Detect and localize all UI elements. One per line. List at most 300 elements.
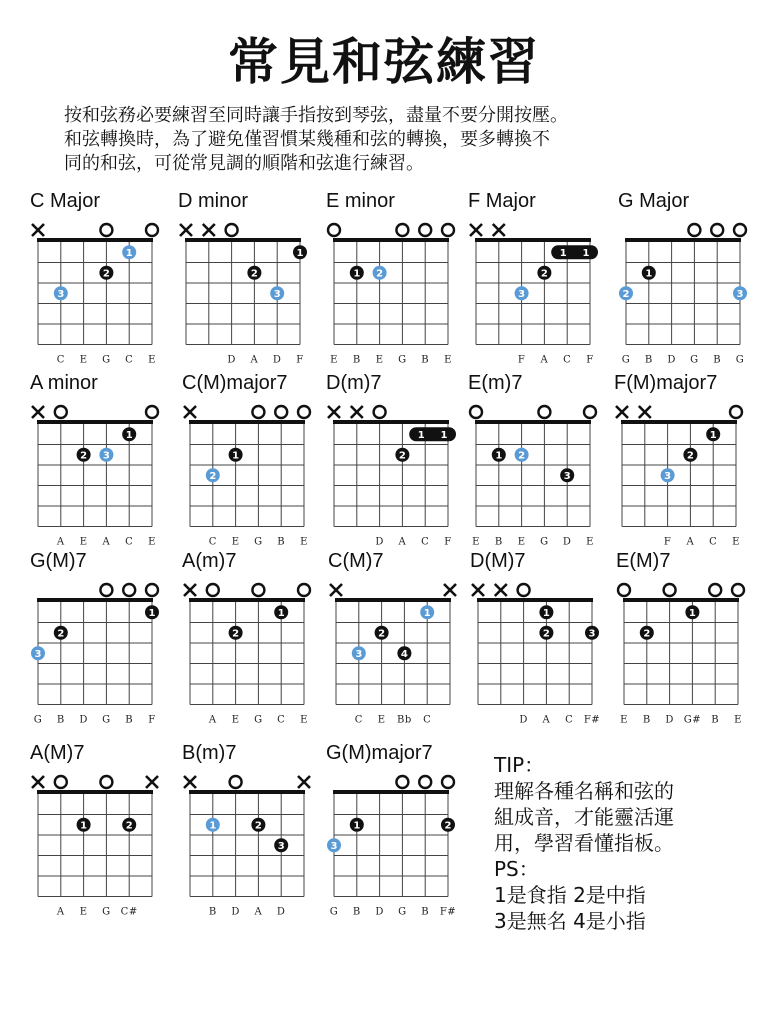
nut	[37, 238, 153, 242]
svg-text:3: 3	[277, 840, 285, 852]
chord-chart	[30, 550, 180, 730]
fretboard	[330, 790, 449, 897]
finger-dot	[99, 266, 113, 280]
chord-name: C(M)major7	[182, 372, 288, 394]
finger-dot	[77, 448, 91, 462]
note-label: B	[421, 354, 430, 366]
tip-line: 3是無名 4是小指	[494, 909, 646, 933]
finger-dot	[247, 266, 261, 280]
note-label: G	[621, 354, 631, 366]
note-label: B	[494, 536, 503, 548]
open-string-marker	[419, 224, 431, 236]
note-label: G	[398, 354, 407, 366]
muted-string-marker	[298, 776, 310, 788]
chord-name: F Major	[468, 190, 536, 212]
svg-text:1: 1	[645, 268, 653, 280]
open-string-marker	[518, 584, 530, 596]
chord-chart	[326, 372, 476, 552]
svg-text:1: 1	[353, 268, 361, 280]
chord-diagram	[468, 190, 618, 370]
svg-text:2: 2	[232, 628, 240, 640]
finger-dot	[206, 468, 220, 482]
note-label: C	[277, 714, 286, 726]
svg-text:1: 1	[423, 607, 431, 619]
open-string-marker	[374, 406, 386, 418]
open-string-marker	[442, 224, 454, 236]
chord-chart	[182, 550, 332, 730]
nut	[621, 420, 737, 424]
note-label: G	[329, 906, 339, 918]
intro-line: 按和弦務必要練習至同時讓手指按到琴弦，盡量不要分開按壓。	[64, 105, 568, 126]
note-label: C	[423, 714, 432, 726]
chord-name: B(m)7	[182, 742, 237, 764]
svg-text:3: 3	[34, 648, 42, 660]
open-string-marker	[709, 584, 721, 596]
note-label: A	[250, 354, 259, 366]
intro-text	[64, 104, 754, 176]
fretboard	[34, 598, 153, 705]
fretboard	[37, 790, 153, 897]
svg-text:2: 2	[209, 470, 217, 482]
note-label: B	[644, 354, 653, 366]
chord-name: C(M)7	[328, 550, 384, 572]
chord-chart	[326, 742, 476, 922]
note-label: B	[352, 354, 361, 366]
svg-text:3: 3	[664, 470, 672, 482]
intro-line: 同的和弦，可從常見調的順階和弦進行練習。	[64, 153, 424, 174]
muted-string-marker	[470, 224, 482, 236]
note-label: B	[711, 714, 720, 726]
open-string-marker	[396, 776, 408, 788]
note-label: E	[517, 536, 526, 548]
open-string-marker	[688, 224, 700, 236]
svg-text:2: 2	[518, 450, 526, 462]
nut	[189, 598, 305, 602]
svg-text:2: 2	[398, 450, 406, 462]
svg-text:3: 3	[273, 288, 281, 300]
open-string-marker	[146, 406, 158, 418]
finger-dot	[122, 818, 136, 832]
open-string-marker	[230, 776, 242, 788]
open-string-marker	[419, 776, 431, 788]
note-label: G	[735, 354, 745, 366]
nut	[475, 238, 591, 242]
finger-dot	[539, 626, 553, 640]
note-label: B	[642, 714, 651, 726]
note-label: G	[102, 714, 111, 726]
chord-name: F(M)major7	[614, 372, 718, 394]
chord-chart	[178, 190, 328, 370]
open-string-marker	[55, 776, 67, 788]
chord-diagram	[618, 190, 768, 370]
svg-text:1: 1	[209, 820, 217, 832]
note-label: B	[421, 906, 430, 918]
svg-text:1: 1	[440, 429, 448, 441]
finger-dot	[54, 286, 68, 300]
note-label: F	[517, 354, 526, 366]
note-label: G	[690, 354, 699, 366]
note-label: E	[620, 714, 628, 726]
note-label: E	[472, 536, 480, 548]
note-label: E	[79, 906, 88, 918]
nut	[475, 420, 591, 424]
open-string-marker	[711, 224, 723, 236]
open-string-marker	[100, 584, 112, 596]
muted-string-marker	[351, 406, 363, 418]
note-label: C	[56, 354, 65, 366]
finger-dot	[229, 626, 243, 640]
note-label: E	[231, 714, 240, 726]
svg-text:3: 3	[518, 288, 526, 300]
chord-diagram	[30, 742, 180, 922]
chord-name: G(M)7	[30, 550, 87, 572]
chord-chart	[30, 742, 180, 922]
open-string-marker	[298, 406, 310, 418]
open-string-marker	[664, 584, 676, 596]
chord-name: G Major	[618, 190, 690, 212]
open-string-marker	[328, 224, 340, 236]
svg-text:3: 3	[588, 628, 596, 640]
open-string-marker	[226, 224, 238, 236]
note-label: D	[227, 354, 236, 366]
note-label: D	[79, 714, 88, 726]
finger-dot	[373, 266, 387, 280]
muted-string-marker	[616, 406, 628, 418]
chord-chart	[30, 190, 180, 370]
barre-marker	[551, 245, 598, 259]
note-label: B	[352, 906, 361, 918]
open-string-marker	[470, 406, 482, 418]
muted-string-marker	[639, 406, 651, 418]
chord-name: G(M)major7	[326, 742, 433, 764]
muted-string-marker	[203, 224, 215, 236]
note-label: A	[540, 354, 549, 366]
open-string-marker	[123, 584, 135, 596]
chord-diagram	[470, 550, 620, 730]
note-label: E	[79, 354, 88, 366]
chord-diagram	[616, 550, 766, 730]
finger-dot	[733, 286, 747, 300]
svg-text:1: 1	[232, 450, 240, 462]
muted-string-marker	[328, 406, 340, 418]
svg-text:1: 1	[417, 429, 425, 441]
finger-dot	[683, 448, 697, 462]
finger-dot	[145, 605, 159, 619]
open-string-marker	[275, 406, 287, 418]
note-label: E	[734, 714, 742, 726]
chord-chart	[614, 372, 764, 552]
nut	[189, 790, 305, 794]
note-label: E	[444, 354, 452, 366]
muted-string-marker	[472, 584, 484, 596]
svg-text:3: 3	[355, 648, 363, 660]
finger-dot	[270, 286, 284, 300]
note-label: A	[56, 536, 65, 548]
muted-string-marker	[184, 584, 196, 596]
nut	[333, 790, 449, 794]
open-string-marker	[252, 406, 264, 418]
svg-text:3: 3	[57, 288, 65, 300]
chord-diagram	[326, 372, 476, 552]
chord-name: A minor	[30, 372, 98, 394]
note-label: E	[79, 536, 88, 548]
chord-chart	[30, 372, 180, 552]
fretboard	[333, 238, 449, 345]
svg-text:2: 2	[102, 268, 110, 280]
note-label: E	[231, 536, 240, 548]
open-string-marker	[100, 224, 112, 236]
nut	[37, 420, 153, 424]
note-label: F	[148, 714, 156, 726]
svg-text:3: 3	[102, 450, 110, 462]
chord-name: E minor	[326, 190, 395, 212]
note-label: C	[421, 536, 430, 548]
note-label: B	[277, 536, 286, 548]
open-string-marker	[100, 776, 112, 788]
svg-text:2: 2	[250, 268, 258, 280]
svg-text:2: 2	[542, 628, 550, 640]
note-label: E	[732, 536, 740, 548]
muted-string-marker	[184, 406, 196, 418]
finger-dot	[327, 838, 341, 852]
finger-dot	[77, 818, 91, 832]
note-label: C	[709, 536, 718, 548]
note-label: E	[148, 536, 156, 548]
finger-dot	[31, 646, 45, 660]
chord-diagram	[326, 742, 476, 922]
chord-name: C Major	[30, 190, 101, 212]
muted-string-marker	[146, 776, 158, 788]
svg-text:1: 1	[582, 247, 590, 259]
chord-name: E(M)7	[616, 550, 671, 572]
nut	[333, 420, 449, 424]
finger-dot	[395, 448, 409, 462]
finger-dot	[642, 266, 656, 280]
finger-dot	[492, 448, 506, 462]
svg-text:1: 1	[495, 450, 503, 462]
open-string-marker	[298, 584, 310, 596]
note-label: E	[586, 536, 594, 548]
svg-text:2: 2	[254, 820, 262, 832]
note-label: D	[231, 906, 240, 918]
note-label: B	[208, 906, 217, 918]
finger-dot	[420, 605, 434, 619]
tip-line: TIP：	[494, 753, 545, 777]
svg-text:1: 1	[688, 607, 696, 619]
note-label: G	[254, 714, 263, 726]
nut	[185, 238, 301, 242]
open-string-marker	[730, 406, 742, 418]
nut	[623, 598, 739, 602]
chord-diagram	[182, 742, 332, 922]
chord-name: E(m)7	[468, 372, 523, 394]
fretboard	[622, 238, 741, 345]
note-label: G	[254, 536, 263, 548]
svg-text:2: 2	[378, 628, 386, 640]
finger-dot	[350, 818, 364, 832]
note-label: F	[444, 536, 452, 548]
note-label: C	[125, 536, 134, 548]
svg-text:1: 1	[542, 607, 550, 619]
chord-name: D(m)7	[326, 372, 382, 394]
chord-diagram	[30, 372, 180, 552]
muted-string-marker	[184, 776, 196, 788]
tip-box	[494, 752, 754, 934]
chord-chart	[468, 372, 618, 552]
note-label: E	[377, 714, 386, 726]
muted-string-marker	[493, 224, 505, 236]
finger-dot	[685, 605, 699, 619]
svg-text:1: 1	[296, 247, 304, 259]
note-label: C	[563, 354, 572, 366]
svg-text:2: 2	[643, 628, 651, 640]
finger-dot	[441, 818, 455, 832]
note-label: C	[354, 714, 363, 726]
tip-line: PS：	[494, 857, 539, 881]
intro-line: 和弦轉換時，為了避免僅習慣某幾種和弦的轉換，要多轉換不	[64, 129, 550, 150]
note-label: B	[56, 714, 65, 726]
open-string-marker	[146, 584, 158, 596]
svg-text:2: 2	[125, 820, 133, 832]
svg-text:1: 1	[559, 247, 567, 259]
chord-chart	[470, 550, 620, 730]
svg-text:2: 2	[444, 820, 452, 832]
note-label: Bb	[397, 714, 412, 726]
svg-text:3: 3	[563, 470, 571, 482]
open-string-marker	[584, 406, 596, 418]
open-string-marker	[732, 584, 744, 596]
finger-dot	[54, 626, 68, 640]
finger-dot	[560, 468, 574, 482]
chord-chart	[468, 190, 618, 370]
finger-dot	[375, 626, 389, 640]
open-string-marker	[618, 584, 630, 596]
chord-name: A(m)7	[182, 550, 237, 572]
note-label: D	[519, 714, 528, 726]
open-string-marker	[396, 224, 408, 236]
muted-string-marker	[180, 224, 192, 236]
note-label: B	[125, 714, 134, 726]
chord-diagram	[328, 550, 478, 730]
svg-text:1: 1	[709, 429, 717, 441]
finger-dot	[397, 646, 411, 660]
page-title: 常見和弦練習	[228, 32, 540, 91]
chord-diagram	[178, 190, 328, 370]
note-label: D	[562, 536, 572, 548]
nut	[335, 598, 451, 602]
note-label: E	[330, 354, 338, 366]
muted-string-marker	[330, 584, 342, 596]
finger-dot	[619, 286, 633, 300]
chord-diagram	[30, 190, 180, 370]
note-label: D	[665, 714, 674, 726]
note-label: G	[102, 906, 111, 918]
open-string-marker	[207, 584, 219, 596]
svg-text:2: 2	[540, 268, 548, 280]
note-label: G	[102, 354, 111, 366]
note-label: D	[276, 906, 286, 918]
finger-dot	[585, 626, 599, 640]
note-label: E	[300, 536, 308, 548]
nut	[37, 790, 153, 794]
note-label: F	[586, 354, 594, 366]
svg-text:2: 2	[686, 450, 694, 462]
note-label: A	[208, 714, 217, 726]
chord-name: D(M)7	[470, 550, 526, 572]
open-string-marker	[442, 776, 454, 788]
note-label: E	[300, 714, 308, 726]
note-label: C	[565, 714, 574, 726]
tip-line: 用，學習看懂指板。	[494, 831, 674, 855]
finger-dot	[350, 266, 364, 280]
note-label: F#	[439, 906, 457, 918]
chord-diagram	[326, 190, 476, 370]
tip-line: 1是食指 2是中指	[494, 883, 646, 907]
chord-name: A(M)7	[30, 742, 85, 764]
note-label: G	[398, 906, 407, 918]
note-label: F	[296, 354, 304, 366]
svg-text:1: 1	[277, 607, 285, 619]
finger-dot	[274, 605, 288, 619]
muted-string-marker	[444, 584, 456, 596]
finger-dot	[537, 266, 551, 280]
note-label: G	[33, 714, 43, 726]
note-label: A	[398, 536, 407, 548]
svg-text:3: 3	[330, 840, 338, 852]
finger-dot	[122, 427, 136, 441]
nut	[189, 420, 305, 424]
finger-dot	[274, 838, 288, 852]
finger-dot	[515, 286, 529, 300]
svg-text:2: 2	[57, 628, 65, 640]
note-label: C#	[120, 906, 138, 918]
svg-text:4: 4	[400, 648, 408, 660]
svg-text:3: 3	[736, 288, 744, 300]
finger-dot	[251, 818, 265, 832]
note-label: D	[375, 906, 384, 918]
nut	[477, 598, 593, 602]
open-string-marker	[734, 224, 746, 236]
note-label: F#	[583, 714, 601, 726]
nut	[333, 238, 449, 242]
svg-text:2: 2	[622, 288, 630, 300]
muted-string-marker	[495, 584, 507, 596]
chord-diagram	[614, 372, 764, 552]
note-label: E	[375, 354, 384, 366]
open-string-marker	[252, 584, 264, 596]
open-string-marker	[538, 406, 550, 418]
chord-diagram	[182, 372, 332, 552]
open-string-marker	[55, 406, 67, 418]
finger-dot	[206, 818, 220, 832]
open-string-marker	[146, 224, 158, 236]
svg-text:1: 1	[80, 820, 88, 832]
finger-dot	[122, 245, 136, 259]
fretboard	[623, 598, 739, 705]
finger-dot	[539, 605, 553, 619]
finger-dot	[293, 245, 307, 259]
chord-chart	[326, 190, 476, 370]
chord-diagram	[30, 550, 180, 730]
nut	[625, 238, 741, 242]
finger-dot	[99, 448, 113, 462]
tip-line: 組成音，才能靈活運	[494, 805, 674, 829]
note-label: D	[375, 536, 384, 548]
chord-chart	[616, 550, 766, 730]
chord-diagram	[468, 372, 618, 552]
note-label: A	[56, 906, 65, 918]
note-label: A	[254, 906, 263, 918]
